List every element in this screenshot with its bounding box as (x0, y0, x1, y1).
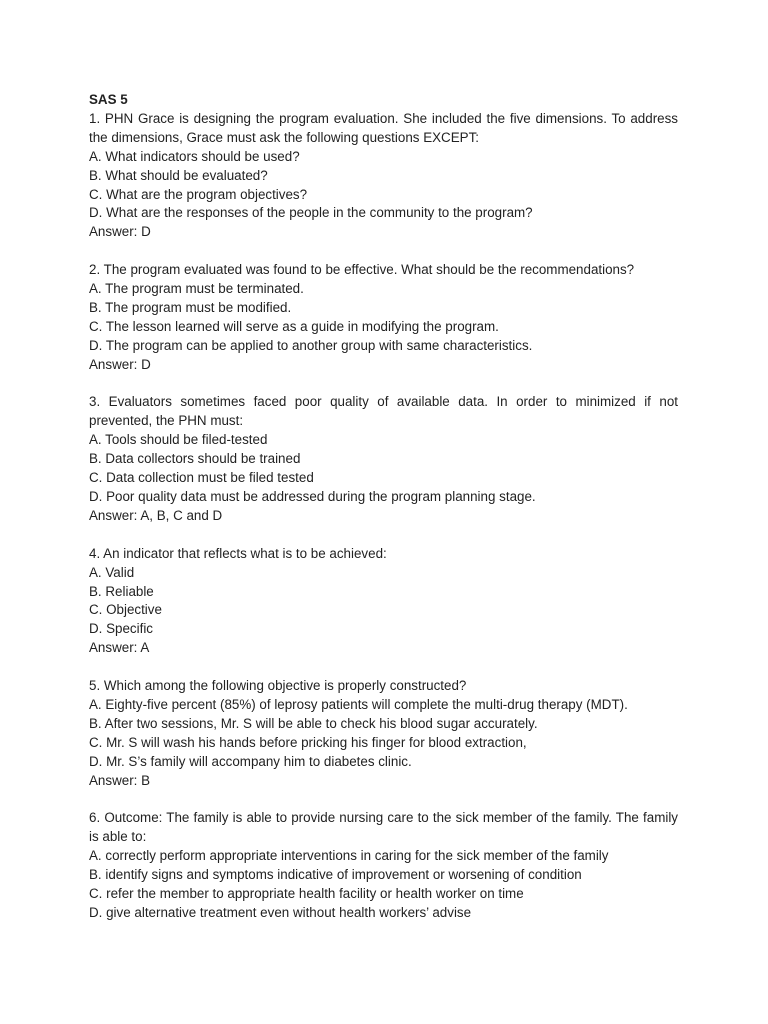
option-c: C. What are the program objectives? (89, 186, 308, 202)
question-4 (89, 545, 678, 658)
option-b: B. After two sessions, Mr. S will be able to check his blood sugar accurately. (89, 715, 538, 731)
option-list (89, 696, 678, 772)
option-d: D. Specific (89, 621, 153, 637)
option-d: D. The program can be applied to another group with same characteristics. (89, 337, 533, 353)
option-b: B. What should be evaluated? (89, 167, 268, 183)
answer-text: Answer: B (89, 772, 151, 788)
option-c: C. Objective (89, 602, 162, 618)
question-stem: 3. Evaluators sometimes faced poor quality of available data. In order to minimized if not prevented, the PHN must: (89, 394, 678, 429)
question-stem: 4. An indicator that reflects what is to be achieved: (89, 545, 387, 561)
option-list (89, 431, 678, 507)
answer-text: Answer: A, B, C and D (89, 507, 223, 523)
option-b: B. identify signs and symptoms indicative of improvement or worsening of condition (89, 867, 582, 883)
option-b: B. The program must be modified. (89, 299, 292, 315)
question-stem: 1. PHN Grace is designing the program evaluation. She included the five dimensions. To address the dimensions, Grace must ask the following questions EXCEPT: (89, 110, 678, 145)
option-c: C. Data collection must be filed tested (89, 470, 314, 486)
option-c: C. refer the member to appropriate health facility or health worker on time (89, 885, 524, 901)
option-a: A. Tools should be filed-tested (89, 432, 268, 448)
answer-text: Answer: A (89, 640, 150, 656)
option-d: D. What are the responses of the people in the community to the program? (89, 205, 533, 221)
option-a: A. Eighty-five percent (85%) of leprosy patients will complete the multi-drug therapy (MDT). (89, 696, 628, 712)
answer-text: Answer: D (89, 224, 151, 240)
option-a: A. The program must be terminated. (89, 281, 304, 297)
question-stem: 6. Outcome: The family is able to provide nursing care to the sick member of the family. The family is able to: (89, 810, 678, 845)
question-2 (89, 261, 678, 374)
option-d: D. give alternative treatment even without health workers’ advise (89, 904, 472, 920)
option-b: B. Reliable (89, 583, 154, 599)
option-a: A. correctly perform appropriate interventions in caring for the sick member of the family (89, 848, 609, 864)
option-d: D. Poor quality data must be addressed during the program planning stage. (89, 489, 536, 504)
option-list (89, 847, 678, 923)
option-c: C. Mr. S will wash his hands before pricking his finger for blood extraction, (89, 734, 527, 750)
option-b: B. Data collectors should be trained (89, 451, 301, 467)
option-list (89, 280, 678, 356)
question-5 (89, 677, 678, 790)
option-c: C. The lesson learned will serve as a guide in modifying the program. (89, 318, 499, 334)
document-title: SAS 5 (89, 92, 128, 107)
option-list (89, 148, 678, 224)
option-a: A. Valid (89, 564, 135, 580)
option-d: D. Mr. S’s family will accompany him to diabetes clinic. (89, 753, 412, 769)
question-stem: 2. The program evaluated was found to be effective. What should be the recommendations? (89, 262, 635, 278)
option-a: A. What indicators should be used? (89, 148, 300, 164)
question-3 (89, 393, 678, 525)
option-list (89, 564, 678, 640)
question-stem: 5. Which among the following objective is properly constructed? (89, 678, 467, 694)
document-page (89, 91, 678, 942)
answer-text: Answer: D (89, 356, 151, 372)
question-6 (89, 809, 678, 922)
question-1 (89, 110, 678, 242)
